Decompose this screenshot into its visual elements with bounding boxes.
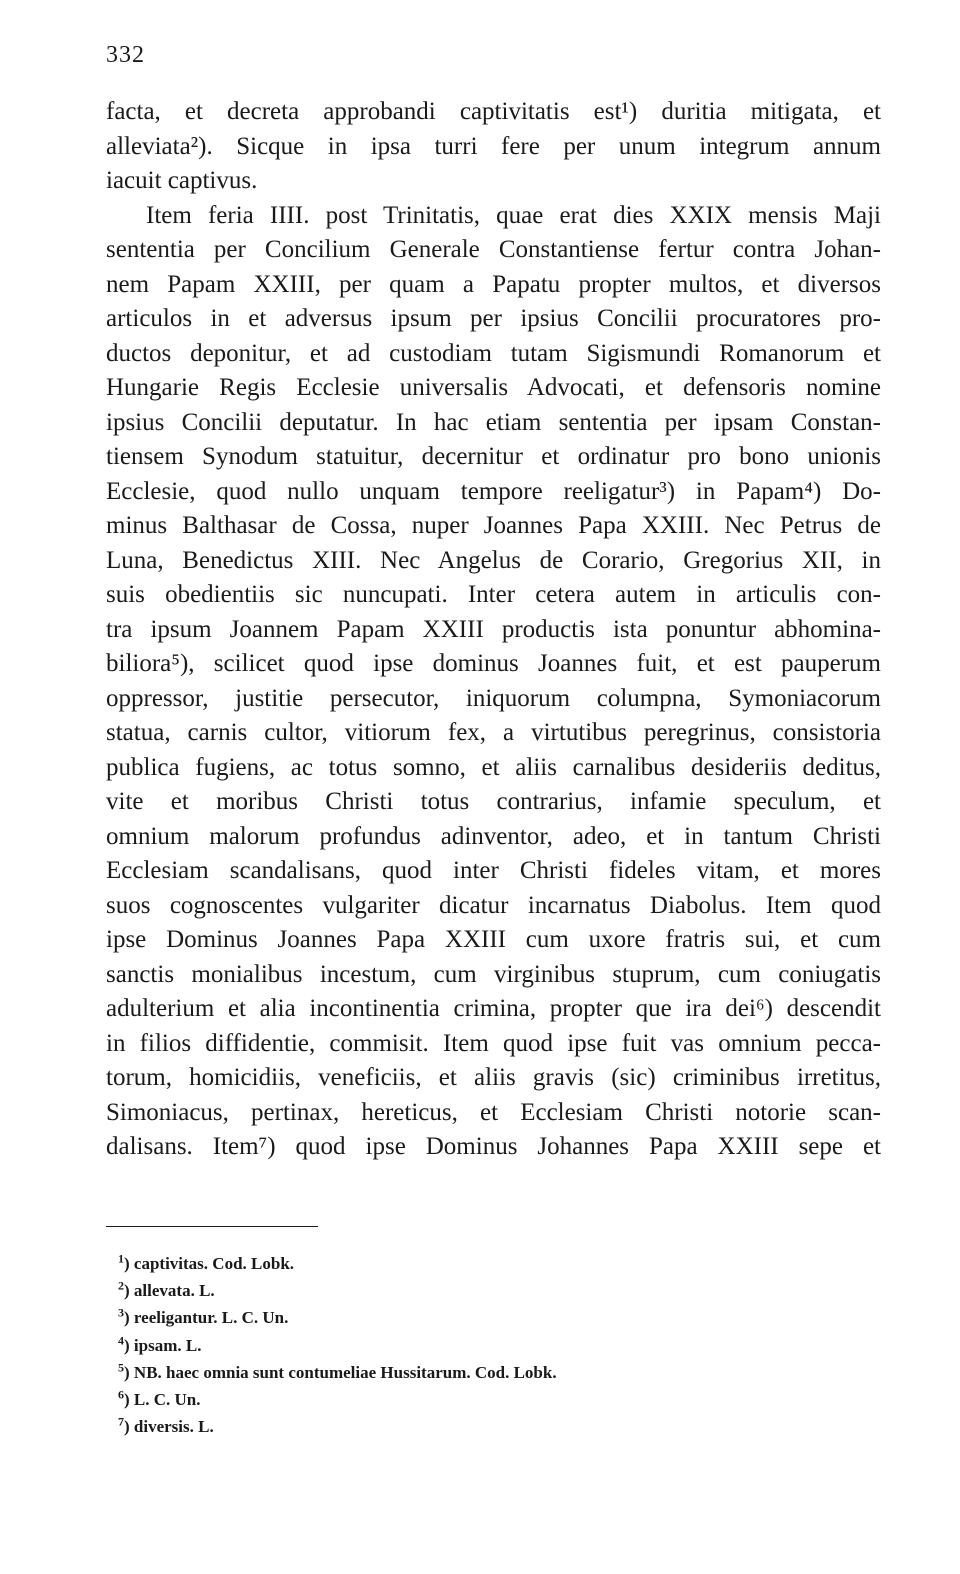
footnote-text: ) ipsam. L. (124, 1335, 202, 1355)
footnote (106, 1304, 881, 1331)
text-line: biliora⁵), scilicet quod ipse dominus Joannes fuit, et est pauperum (106, 650, 881, 677)
text-line: Hungarie Regis Ecclesie universalis Advocati, et defensoris nomine (106, 374, 881, 401)
footnote-text: ) NB. haec omnia sunt contumeliae Hussitarum. Cod. Lobk. (124, 1362, 557, 1382)
text-line: iacuit captivus. (106, 167, 258, 194)
text-line: ipsius Concilii deputatur. In hac etiam sententia per ipsam Constan- (106, 408, 881, 436)
body-text (106, 95, 881, 1165)
text-line: Ecclesie, quod nullo unquam tempore reeligatur³) in Papam⁴) Do- (106, 477, 881, 505)
footnote (106, 1277, 881, 1304)
footnote-mark: 4 (118, 1332, 124, 1347)
text-line: publica fugiens, ac totus somno, et aliis carnalibus desideriis deditus, (106, 753, 881, 781)
text-line: dalisans. Item⁷) quod ipse Dominus Johannes Papa XXIII sepe et (106, 1133, 881, 1160)
text-line: alleviata²). Sicque in ipsa turri fere per unum integrum annum (106, 132, 881, 160)
text-line: tra ipsum Joannem Papam XXIII productis ista ponuntur abhomina- (106, 615, 881, 643)
text-line: sententia per Concilium Generale Constantiense fertur contra Johan- (106, 236, 881, 263)
footnote (106, 1250, 881, 1277)
footnote (106, 1359, 881, 1386)
footnote-mark: 5 (118, 1360, 124, 1375)
footnote-mark: 1 (118, 1251, 124, 1266)
text-line: articulos in et adversus ipsum per ipsius Concilii procuratores pro- (106, 305, 881, 332)
footnote-mark: 6 (118, 1387, 124, 1402)
footnote-text: ) L. C. Un. (124, 1389, 201, 1409)
footnote (106, 1413, 881, 1440)
text-line: torum, homicidiis, veneficiis, et aliis gravis (sic) criminibus irretitus, (106, 1064, 881, 1091)
footnote (106, 1386, 881, 1413)
footnote-divider (106, 1226, 318, 1227)
text-line: ductos deponitur, et ad custodiam tutam Sigismundi Romanorum et (106, 339, 881, 367)
text-line: nem Papam XXIII, per quam a Papatu propter multos, et diversos (106, 270, 881, 298)
text-line: Item feria IIII. post Trinitatis, quae erat dies XXIX mensis Maji (146, 201, 881, 229)
text-line: in filios diffidentie, commisit. Item quod ipse fuit vas omnium pecca- (106, 1029, 881, 1057)
footnote-mark: 2 (118, 1278, 124, 1293)
footnote-mark: 7 (118, 1414, 124, 1429)
text-line: Luna, Benedictus XIII. Nec Angelus de Corario, Gregorius XII, in (106, 546, 881, 574)
text-line: oppressor, justitie persecutor, iniquorum columpna, Symoniacorum (106, 684, 881, 712)
footnote-text: ) allevata. L. (124, 1281, 215, 1301)
text-line: suos cognoscentes vulgariter dicatur incarnatus Diabolus. Item quod (106, 891, 881, 919)
text-line: tiensem Synodum statuitur, decernitur et ordinatur pro bono unionis (106, 443, 881, 470)
footnote-mark: 3 (118, 1305, 124, 1320)
text-line: adulterium et alia incontinentia crimina, propter que ira dei⁶) descendit (106, 995, 881, 1022)
footnote (106, 1332, 881, 1359)
page-number: 332 (106, 42, 145, 68)
footnote-text: ) diversis. L. (124, 1417, 214, 1437)
text-line: facta, et decreta approbandi captivitatis est¹) duritia mitigata, et (106, 98, 881, 125)
footnote-text: ) captivitas. Cod. Lobk. (124, 1254, 295, 1273)
text-line: Simoniacus, pertinax, hereticus, et Ecclesiam Christi notorie scan- (106, 1098, 881, 1126)
text-line: vite et moribus Christi totus contrarius, infamie speculum, et (106, 788, 881, 815)
text-line: omnium malorum profundus adinventor, adeo, et in tantum Christi (106, 822, 881, 850)
text-line: statua, carnis cultor, vitiorum fex, a virtutibus peregrinus, consistoria (106, 719, 881, 746)
footnote-text: ) reeligantur. L. C. Un. (124, 1308, 289, 1328)
text-line: ipse Dominus Joannes Papa XXIII cum uxore fratris sui, et cum (106, 926, 881, 953)
text-line: minus Balthasar de Cossa, nuper Joannes Papa XXIII. Nec Petrus de (106, 512, 881, 539)
text-line: Ecclesiam scandalisans, quod inter Christi fideles vitam, et mores (106, 857, 881, 884)
text-line: suis obedientiis sic nuncupati. Inter cetera autem in articulis con- (106, 581, 881, 608)
text-line: sanctis monialibus incestum, cum virginibus stuprum, cum coniugatis (106, 960, 881, 988)
footnotes (106, 1250, 881, 1440)
